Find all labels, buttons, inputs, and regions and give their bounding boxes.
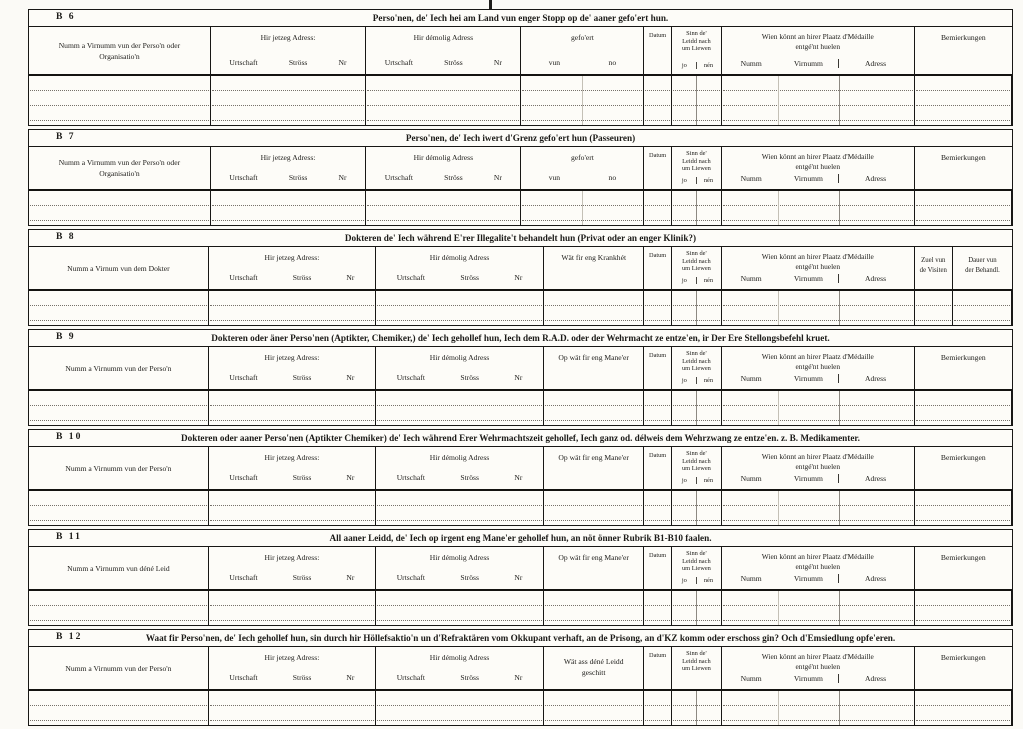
header-manner: Op wät fir eng Mane'er	[544, 547, 644, 591]
section-b12	[28, 629, 1013, 726]
label-sinn-2: Leidd nach	[682, 457, 711, 465]
label-numm: Numm	[740, 274, 762, 283]
label-vun: vun	[548, 173, 561, 182]
label-jetzeg-adress: Hir jetzeg Adress:	[260, 33, 316, 42]
body-cell-name	[29, 691, 209, 725]
label-wien-2: entgé'nt huelen	[795, 41, 841, 51]
body-cell-remarks	[915, 191, 1012, 225]
body-cell-name	[29, 491, 209, 525]
label-wien-1: Wien könnt an hirer Plaatz d'Médaille	[761, 552, 874, 561]
body-cell-name	[29, 591, 209, 625]
header-still-alive	[672, 447, 722, 491]
header-illness: Wät fir eng Krankhét	[544, 247, 644, 291]
body-cell-medal-recipient	[722, 491, 915, 525]
body-cell-remarks	[915, 76, 1012, 125]
header-name-column: Numm a Virnumm vun der Perso'n	[29, 447, 209, 491]
label-stross: Ströss	[460, 573, 479, 582]
section-b10-table	[29, 447, 1012, 525]
label-jo: jo	[681, 277, 687, 284]
body-cell-visit-count	[915, 291, 953, 325]
body-cell-treatment-duration	[953, 291, 1012, 325]
body-cell-former-address	[376, 291, 544, 325]
label-wien-1: Wien könnt an hirer Plaatz d'Médaille	[761, 32, 874, 41]
header-current-address	[211, 27, 366, 76]
label-adress: Adress	[838, 474, 911, 483]
section-b11-id: B 11	[56, 531, 82, 542]
section-b9-table	[29, 347, 1012, 425]
body-cell-medal-recipient	[722, 391, 915, 425]
label-urtschaft: Urtschaft	[396, 673, 425, 682]
label-nen: nén	[696, 62, 720, 69]
body-cell-remarks	[915, 591, 1012, 625]
body-cell-still-alive	[672, 691, 722, 725]
header-still-alive	[672, 347, 722, 391]
label-demolig-adress: Hir démolig Adress	[429, 253, 490, 262]
section-b9	[28, 329, 1013, 426]
label-sinn-2: Leidd nach	[682, 557, 711, 565]
body-cell-still-alive	[672, 291, 722, 325]
body-cell-medal-recipient	[722, 291, 915, 325]
section-b10	[28, 429, 1013, 526]
header-medal-recipient	[722, 27, 915, 76]
body-cell-date	[644, 291, 672, 325]
label-stross: Ströss	[288, 58, 308, 67]
body-cell-medal-recipient	[722, 691, 915, 725]
label-sinn-1: Sinn de'	[686, 250, 707, 257]
label-nen: nén	[696, 277, 720, 284]
label-stross: Ströss	[460, 473, 479, 482]
label-nr: Nr	[338, 173, 347, 182]
label-nen: nén	[696, 577, 720, 584]
label-nr: Nr	[346, 673, 355, 682]
header-medal-recipient	[722, 147, 915, 191]
body-cell-medal-recipient	[722, 191, 915, 225]
body-cell-manner	[544, 591, 644, 625]
header-date: Datum	[644, 547, 672, 591]
label-urtschaft: Urtschaft	[229, 673, 258, 682]
section-b6-title: Perso'nen, de' Iech hei am Land vun enger Stopp op de' aaner gefo'ert hun.	[372, 13, 669, 23]
body-cell-former-address	[376, 691, 544, 725]
section-b8-title: Dokteren de' Iech während E'rer Illegalite't behandelt hun (Privat oder an enger Klinik?)	[344, 233, 697, 243]
label-numm: Numm	[740, 474, 762, 483]
header-name-column: Numm a Virnumm vun déné Leid	[29, 547, 209, 591]
label-jo: jo	[681, 62, 687, 69]
body-cell-former-address	[376, 591, 544, 625]
header-remarks: Bemierkungen	[915, 447, 1012, 491]
section-b6-id: B 6	[56, 11, 76, 22]
label-nr: Nr	[346, 573, 355, 582]
header-current-address	[209, 247, 376, 291]
body-cell-transported	[521, 191, 644, 225]
label-demolig-adress: Hir démolig Adress	[429, 453, 490, 462]
header-medal-recipient	[722, 447, 915, 491]
body-cell-transported	[521, 76, 644, 125]
header-former-address	[376, 247, 544, 291]
header-name-column: Numm a Virnumm vun der Perso'n oder Organisatio'n	[29, 147, 211, 191]
label-jetzeg-adress: Hir jetzeg Adress:	[264, 353, 320, 362]
label-virnumm: Virnumm	[793, 674, 823, 683]
label-wien-2: entgé'nt huelen	[795, 561, 841, 571]
label-nr: Nr	[493, 173, 502, 182]
label-jo: jo	[681, 177, 687, 184]
body-cell-current-address	[209, 291, 376, 325]
header-still-alive	[672, 27, 722, 76]
label-sinn-2: Leidd nach	[682, 357, 711, 365]
body-cell-remarks	[915, 691, 1012, 725]
header-remarks: Bemierkungen	[915, 647, 1012, 691]
label-sinn-1: Sinn de'	[686, 550, 707, 557]
label-nr: Nr	[493, 58, 502, 67]
label-sinn-3: um Liewen	[681, 665, 711, 673]
body-cell-date	[644, 491, 672, 525]
label-urtschaft: Urtschaft	[229, 58, 258, 67]
body-cell-current-address	[211, 191, 366, 225]
label-wien-2: entgé'nt huelen	[795, 661, 841, 671]
section-b10-title: Dokteren oder aaner Perso'nen (Aptikter Chemiker) de' Iech während Erer Wehrmachtszeit gehollef, Iech ganz od. délweis dem Wehrzwang ze entze'en. z. B. Medikamenter.	[181, 433, 860, 443]
label-sinn-2: Leidd nach	[682, 257, 711, 265]
label-numm: Numm	[740, 374, 762, 383]
label-dauer-2: der Behandl.	[965, 266, 1000, 274]
body-cell-medal-recipient	[722, 76, 915, 125]
label-virnumm: Virnumm	[793, 174, 823, 183]
label-sinn-1: Sinn de'	[686, 650, 707, 657]
section-b9-title: Dokteren oder äner Perso'nen (Aptikter, Chemiker,) de' Iech gehollef hun, Iech dem R.A.D. oder der Wehrmacht ze entze'en, ir Der Ere Stellongsbefehl kruet.	[211, 333, 830, 343]
label-nen: nén	[696, 177, 720, 184]
body-cell-name	[29, 76, 211, 125]
section-b6-table	[29, 27, 1012, 125]
label-urtschaft: Urtschaft	[396, 473, 425, 482]
header-former-address	[376, 647, 544, 691]
section-b12-id: B 12	[56, 631, 83, 642]
label-sinn-3: um Liewen	[681, 265, 711, 273]
header-medal-recipient	[722, 547, 915, 591]
header-still-alive	[672, 647, 722, 691]
label-sinn-1: Sinn de'	[686, 450, 707, 457]
body-cell-still-alive	[672, 391, 722, 425]
header-name-column: Numm a Virnumm vun der Perso'n	[29, 347, 209, 391]
label-urtschaft: Urtschaft	[396, 273, 425, 282]
section-b7-table	[29, 147, 1012, 225]
label-urtschaft: Urtschaft	[229, 173, 258, 182]
label-stross: Ströss	[288, 173, 308, 182]
scan-artifact-tick	[489, 0, 492, 9]
section-b9-id: B 9	[56, 331, 76, 342]
label-jo: jo	[681, 377, 687, 384]
body-cell-former-address	[366, 191, 521, 225]
label-sinn-1: Sinn de'	[686, 150, 707, 157]
label-adress: Adress	[838, 174, 911, 183]
body-cell-name	[29, 191, 211, 225]
label-numm: Numm	[740, 59, 762, 68]
label-sinn-2: Leidd nach	[682, 157, 711, 165]
label-stross: Ströss	[460, 673, 479, 682]
label-nr: Nr	[514, 373, 523, 382]
body-cell-illness	[544, 291, 644, 325]
label-nr: Nr	[338, 58, 347, 67]
header-transported	[521, 27, 644, 76]
section-b7-title-bar	[29, 130, 1012, 147]
label-sinn-2: Leidd nach	[682, 657, 711, 665]
label-sinn-3: um Liewen	[681, 365, 711, 373]
label-numm: Numm	[740, 674, 762, 683]
label-nen: nén	[696, 377, 720, 384]
label-nen: nén	[696, 477, 720, 484]
label-stross: Ströss	[292, 373, 312, 382]
header-current-address	[211, 147, 366, 191]
label-no: no	[608, 58, 617, 67]
header-former-address	[366, 27, 521, 76]
label-sinn-3: um Liewen	[681, 465, 711, 473]
label-stross: Ströss	[292, 673, 312, 682]
label-adress: Adress	[838, 274, 911, 283]
label-sinn-3: um Liewen	[681, 565, 711, 573]
label-jetzeg-adress: Hir jetzeg Adress:	[264, 553, 320, 562]
label-what-happened-1: Wät ass déné Leidd	[563, 657, 624, 667]
registration-form	[28, 9, 1013, 729]
label-virnumm: Virnumm	[793, 474, 823, 483]
body-cell-date	[644, 591, 672, 625]
header-remarks: Bemierkungen	[915, 547, 1012, 591]
label-urtschaft: Urtschaft	[229, 273, 258, 282]
header-date: Datum	[644, 27, 672, 76]
label-urtschaft: Urtschaft	[396, 373, 425, 382]
label-adress: Adress	[838, 59, 911, 68]
label-urtschaft: Urtschaft	[229, 373, 258, 382]
body-cell-medal-recipient	[722, 591, 915, 625]
header-name-column: Numm a Virnum vun dem Dokter	[29, 247, 209, 291]
body-cell-date	[644, 191, 672, 225]
label-numm: Numm	[740, 574, 762, 583]
label-zuel-1: Zuel vun	[921, 257, 946, 264]
label-nr: Nr	[514, 673, 523, 682]
label-demolig-adress: Hir démolig Adress	[413, 33, 474, 42]
label-urtschaft: Urtschaft	[229, 573, 258, 582]
body-cell-still-alive	[672, 191, 722, 225]
label-gefoert: gefo'ert	[570, 33, 594, 42]
label-stross: Ströss	[292, 273, 312, 282]
section-b11	[28, 529, 1013, 626]
header-date: Datum	[644, 347, 672, 391]
label-nr: Nr	[514, 573, 523, 582]
header-current-address	[209, 547, 376, 591]
label-sinn-1: Sinn de'	[686, 30, 707, 37]
header-date: Datum	[644, 447, 672, 491]
section-b6	[28, 9, 1013, 126]
body-cell-still-alive	[672, 491, 722, 525]
label-wien-1: Wien könnt an hirer Plaatz d'Médaille	[761, 152, 874, 161]
label-urtschaft: Urtschaft	[384, 173, 413, 182]
label-wien-1: Wien könnt an hirer Plaatz d'Médaille	[761, 452, 874, 461]
header-medal-recipient	[722, 647, 915, 691]
label-virnumm: Virnumm	[793, 374, 823, 383]
section-b7-id: B 7	[56, 131, 76, 142]
section-b7	[28, 129, 1013, 226]
header-transported	[521, 147, 644, 191]
header-former-address	[376, 447, 544, 491]
label-nr: Nr	[346, 373, 355, 382]
label-stross: Ströss	[444, 173, 463, 182]
label-urtschaft: Urtschaft	[384, 58, 413, 67]
header-date: Datum	[644, 247, 672, 291]
header-still-alive	[672, 147, 722, 191]
body-cell-current-address	[209, 491, 376, 525]
label-urtschaft: Urtschaft	[396, 573, 425, 582]
body-cell-date	[644, 391, 672, 425]
label-stross: Ströss	[292, 573, 312, 582]
label-jetzeg-adress: Hir jetzeg Adress:	[264, 453, 320, 462]
header-still-alive	[672, 547, 722, 591]
label-virnumm: Virnumm	[793, 574, 823, 583]
label-vun: vun	[548, 58, 561, 67]
label-jetzeg-adress: Hir jetzeg Adress:	[264, 253, 320, 262]
header-date: Datum	[644, 647, 672, 691]
label-demolig-adress: Hir démolig Adress	[429, 553, 490, 562]
label-adress: Adress	[838, 374, 911, 383]
label-wien-1: Wien könnt an hirer Plaatz d'Médaille	[761, 252, 874, 261]
label-gefoert: gefo'ert	[570, 153, 594, 162]
section-b8-title-bar	[29, 230, 1012, 247]
body-cell-former-address	[366, 76, 521, 125]
body-cell-date	[644, 691, 672, 725]
header-name-column: Numm a Virnumm vun der Perso'n oder Organisatio'n	[29, 27, 211, 76]
label-jo: jo	[681, 577, 687, 584]
body-cell-still-alive	[672, 591, 722, 625]
header-name-column: Numm a Virnumm vun der Perso'n	[29, 647, 209, 691]
label-wien-2: entgé'nt huelen	[795, 161, 841, 171]
body-cell-name	[29, 291, 209, 325]
section-b6-title-bar	[29, 10, 1012, 27]
header-medal-recipient	[722, 347, 915, 391]
label-sinn-2: Leidd nach	[682, 37, 711, 45]
label-stross: Ströss	[444, 58, 463, 67]
label-dauer-1: Dauer vun	[968, 257, 997, 264]
label-adress: Adress	[838, 574, 911, 583]
body-cell-date	[644, 76, 672, 125]
body-cell-current-address	[211, 76, 366, 125]
section-b8	[28, 229, 1013, 326]
header-former-address	[366, 147, 521, 191]
label-sinn-3: um Liewen	[681, 45, 711, 53]
header-former-address	[376, 347, 544, 391]
label-virnumm: Virnumm	[793, 274, 823, 283]
body-cell-current-address	[209, 591, 376, 625]
label-wien-1: Wien könnt an hirer Plaatz d'Médaille	[761, 652, 874, 661]
body-cell-current-address	[209, 691, 376, 725]
section-b12-table	[29, 647, 1012, 725]
label-nr: Nr	[514, 473, 523, 482]
label-nr: Nr	[514, 273, 523, 282]
label-stross: Ströss	[292, 473, 312, 482]
label-nr: Nr	[346, 473, 355, 482]
body-cell-remarks	[915, 391, 1012, 425]
body-cell-manner	[544, 491, 644, 525]
section-b10-id: B 10	[56, 431, 83, 442]
body-cell-current-address	[209, 391, 376, 425]
label-urtschaft: Urtschaft	[229, 473, 258, 482]
section-b12-title-bar	[29, 630, 1012, 647]
section-b12-title: Waat fir Perso'nen, de' Iech gehollef hun, sin durch hir Höllefsaktio'n un d'Refraktären vom Okkupant verhaft, an de Prisong, an d'KZ komm oder erschoss gin? Och d'Emsiedlung opfe'eren.	[145, 633, 896, 643]
header-current-address	[209, 347, 376, 391]
label-wien-2: entgé'nt huelen	[795, 461, 841, 471]
label-nr: Nr	[346, 273, 355, 282]
header-remarks: Bemierkungen	[915, 347, 1012, 391]
body-cell-former-address	[376, 391, 544, 425]
body-cell-manner	[544, 391, 644, 425]
label-sinn-3: um Liewen	[681, 165, 711, 173]
label-demolig-adress: Hir démolig Adress	[413, 153, 474, 162]
label-jetzeg-adress: Hir jetzeg Adress:	[260, 153, 316, 162]
body-cell-remarks	[915, 491, 1012, 525]
label-no: no	[608, 173, 617, 182]
section-b10-title-bar	[29, 430, 1012, 447]
section-b7-title: Perso'nen, de' Iech iwert d'Grenz gefo'ert hun (Passeuren)	[405, 133, 636, 143]
header-remarks: Bemierkungen	[915, 147, 1012, 191]
label-demolig-adress: Hir démolig Adress	[429, 653, 490, 662]
header-medal-recipient	[722, 247, 915, 291]
label-jetzeg-adress: Hir jetzeg Adress:	[264, 653, 320, 662]
label-numm: Numm	[740, 174, 762, 183]
label-what-happened-2: geschitt	[581, 668, 606, 677]
header-still-alive	[672, 247, 722, 291]
section-b11-table	[29, 547, 1012, 625]
body-cell-former-address	[376, 491, 544, 525]
section-b8-table	[29, 247, 1012, 325]
label-zuel-2: de Visiten	[919, 266, 947, 274]
header-manner: Op wät fir eng Mane'er	[544, 447, 644, 491]
label-stross: Ströss	[460, 373, 479, 382]
section-b11-title-bar	[29, 530, 1012, 547]
label-wien-1: Wien könnt an hirer Plaatz d'Médaille	[761, 352, 874, 361]
header-remarks: Bemierkungen	[915, 27, 1012, 76]
section-b11-title: All aaner Leidd, de' Iech op irgent eng Mane'er gehollef hun, an nöt önner Rubrik B1-B10 faalen.	[329, 533, 712, 543]
header-what-happened	[544, 647, 644, 691]
label-virnumm: Virnumm	[793, 59, 823, 68]
label-wien-2: entgé'nt huelen	[795, 361, 841, 371]
header-current-address	[209, 447, 376, 491]
label-adress: Adress	[838, 674, 911, 683]
header-treatment-duration	[953, 247, 1012, 291]
body-cell-still-alive	[672, 76, 722, 125]
label-wien-2: entgé'nt huelen	[795, 261, 841, 271]
section-b8-id: B 8	[56, 231, 76, 242]
body-cell-name	[29, 391, 209, 425]
header-manner: Op wät fir eng Mane'er	[544, 347, 644, 391]
label-jo: jo	[681, 477, 687, 484]
header-former-address	[376, 547, 544, 591]
label-demolig-adress: Hir démolig Adress	[429, 353, 490, 362]
header-current-address	[209, 647, 376, 691]
section-b9-title-bar	[29, 330, 1012, 347]
body-cell-what-happened	[544, 691, 644, 725]
header-visit-count	[915, 247, 953, 291]
label-stross: Ströss	[460, 273, 479, 282]
header-date: Datum	[644, 147, 672, 191]
label-sinn-1: Sinn de'	[686, 350, 707, 357]
